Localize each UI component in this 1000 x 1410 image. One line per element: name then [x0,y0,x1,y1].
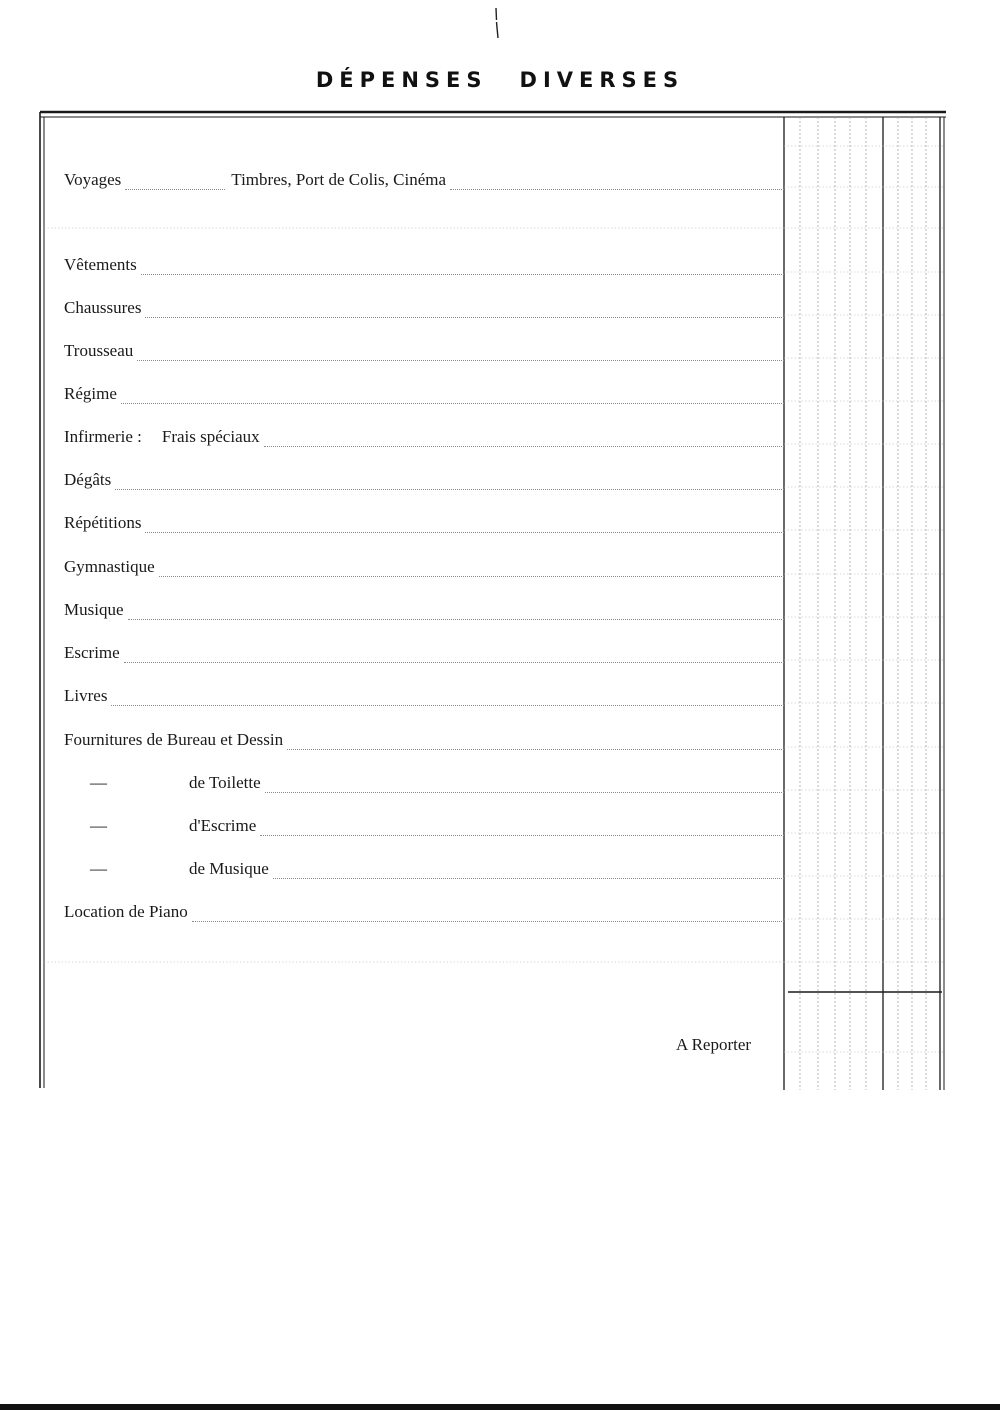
dot-leader [145,303,784,318]
row-label: Trousseau [64,341,134,360]
ditto-dash: — [90,773,107,792]
row-label: de Musique [189,859,269,878]
row-extra: Timbres, Port de Colis, Cinéma [231,170,447,189]
row-regime [64,384,784,404]
row-label: de Toilette [189,773,261,792]
row-escrime [64,643,784,663]
dot-leader [450,175,784,190]
row-fournitures [64,730,784,750]
row-label: Répétitions [64,513,142,532]
row-label: Régime [64,384,117,403]
dot-leader [111,691,784,706]
row-voyages [64,170,784,190]
row-musique [64,600,784,620]
row-fournitures-escrime [64,816,784,836]
dot-leader [159,562,784,577]
row-fournitures-musique [64,859,784,879]
row-extra: Frais spéciaux [161,427,260,446]
row-infirmerie [64,427,784,447]
row-location-piano [64,902,784,922]
scan-edge [0,1404,1000,1410]
row-label: Fournitures de Bureau et Dessin [64,730,284,749]
title-word-depenses: DÉPENSES [315,68,488,92]
row-label: Infirmerie : [64,427,142,446]
row-label: d'Escrime [189,816,257,835]
ditto-dash: — [90,816,107,835]
dot-leader [128,605,785,620]
dot-leader [265,778,784,793]
row-label: Vêtements [64,255,137,274]
dot-leader [192,907,784,922]
dot-leader [287,735,784,750]
row-label: Location de Piano [64,902,188,921]
row-chaussures [64,298,784,318]
dot-leader [260,821,784,836]
row-repetitions [64,513,784,533]
row-label: Livres [64,686,108,705]
dot-leader [137,346,784,361]
dot-leader [273,864,784,879]
row-degats [64,470,784,490]
row-livres [64,686,784,706]
dot-leader [121,389,784,404]
row-label: Gymnastique [64,557,155,576]
dot-leader [124,648,784,663]
a-reporter-label: A Reporter [676,1035,752,1054]
dot-leader [145,518,784,533]
dot-leader [141,260,784,275]
dot-leader [125,175,225,190]
dot-leader [264,432,784,447]
row-label: Chaussures [64,298,142,317]
row-fournitures-toilette [64,773,784,793]
row-vetements [64,255,784,275]
row-gymnastique [64,557,784,577]
ditto-dash: — [90,859,107,878]
row-label: Musique [64,600,124,619]
row-label: Escrime [64,643,120,662]
row-trousseau [64,341,784,361]
row-label: Dégâts [64,470,112,489]
title-word-diverses: DIVERSES [519,68,685,92]
row-label: Voyages [64,170,122,189]
dot-leader [115,475,784,490]
